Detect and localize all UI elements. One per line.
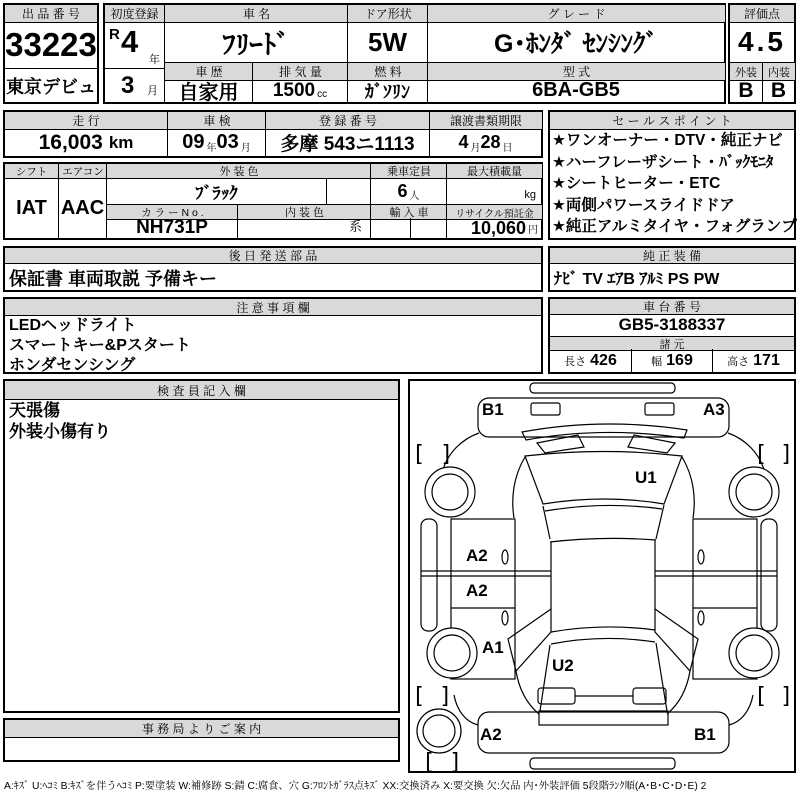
damage-code-windshield: U1 — [635, 468, 657, 487]
genuine-equipment-box — [548, 246, 796, 292]
payload-unit: kg — [524, 189, 536, 201]
chassis-label: 車 台 番 号 — [550, 299, 794, 315]
capacity: 6 — [397, 180, 408, 201]
history-label: 車 歴 — [164, 62, 253, 81]
transfer-month-unit: 月 — [470, 143, 481, 154]
later-parts-label: 後 日 発 送 部 品 — [5, 248, 541, 264]
color-no-label: カ ラ ー N o . — [106, 204, 238, 220]
notes-box — [3, 297, 543, 374]
payload-label: 最大積載量 — [446, 164, 542, 179]
svg-text:]: ] — [780, 684, 794, 709]
svg-text:[: [ — [754, 684, 768, 709]
note-item: スマートキー&Pスタート — [9, 337, 191, 354]
car-outline-diagram — [410, 381, 794, 771]
spec-width: 169 — [666, 351, 693, 369]
mileage-cell — [5, 129, 167, 156]
spec-length: 426 — [590, 351, 617, 369]
mileage-unit: km — [108, 132, 134, 152]
history: 自家用 — [164, 79, 252, 102]
exterior-label: 外装 — [730, 62, 762, 81]
spec-height: 171 — [753, 351, 780, 369]
recycle-cell — [446, 218, 541, 238]
payload-cell — [446, 178, 541, 204]
sales-point-item: ★両側パワースライドドア — [552, 196, 735, 214]
score-label: 評価点 — [730, 5, 794, 23]
car-name-label: 車 名 — [164, 5, 348, 23]
sales-point-item: ★ワンオーナー・DTV・純正ナビ — [552, 132, 783, 149]
damage-code-front-bumper-right: A3 — [703, 400, 725, 419]
reg-no: 多摩 543ニ1113 — [265, 129, 429, 156]
fuel: ｶﾞｿﾘﾝ — [347, 79, 427, 102]
genuine-equipment-value: ﾅﾋﾞ TV ｴｱB ｱﾙﾐ PS PW — [554, 271, 720, 288]
damage-code-front-bumper-left: B1 — [482, 400, 504, 419]
spec-height-cell — [712, 349, 794, 372]
notes-label: 注 意 事 項 欄 — [5, 299, 541, 316]
color-no: NH731P — [106, 218, 237, 238]
registration-table — [3, 110, 543, 158]
door-shape: 5W — [347, 22, 427, 62]
transfer-day: 28 — [480, 132, 501, 152]
office-box — [3, 718, 400, 762]
inspection-year-unit: 年 — [206, 143, 217, 154]
grade: G･ﾎﾝﾀﾞ ｾﾝｼﾝｸﾞ — [427, 22, 724, 62]
inspection-month-unit: 月 — [240, 143, 251, 154]
first-reg-label: 初度登録 — [105, 5, 164, 23]
color-table — [3, 162, 543, 240]
import-label: 輸 入 車 — [370, 204, 447, 220]
damage-code-rear-door: A2 — [466, 581, 488, 600]
svg-text:]: ] — [439, 684, 453, 709]
sales-point-item: ★ハーフレーザシート・ﾊﾞｯｸﾓﾆﾀ — [552, 153, 774, 171]
interior-label: 内装 — [762, 62, 795, 81]
sales-points-box — [548, 110, 796, 240]
exterior-grade: B — [738, 78, 754, 102]
inspection-label: 車 検 — [167, 112, 266, 130]
transfer-cell — [429, 129, 541, 156]
chassis-number: GB5-3188337 — [618, 315, 726, 334]
score: 4.5 — [738, 26, 786, 57]
import-cell-divider — [410, 218, 411, 238]
transfer-label: 譲渡書類期限 — [429, 112, 542, 130]
reg-no-label: 登 録 番 号 — [265, 112, 430, 130]
grade-label: グ レ ー ド — [427, 5, 725, 23]
car-name: ﾌﾘｰﾄﾞ — [164, 22, 347, 62]
inspector-item: 外装小傷有り — [9, 422, 111, 441]
notes-list — [9, 316, 539, 376]
damage-code-legend: A:ｷｽﾞ U:ﾍｺﾐ B:ｷｽﾞを伴うﾍｺﾐ P:要塗装 W:補修跡 S:錆 C:腐食、穴 G:ﾌﾛﾝﾄｶﾞﾗｽ点ｷｽﾞ XX:交換済み X:要交換 欠:欠品 内･外装評価 5段階ﾗﾝｸ順(A･B･C･D･E) 2 — [4, 781, 707, 792]
import-cell — [370, 218, 446, 238]
interior-grade: B — [762, 79, 794, 102]
damage-code-rear-hatch: U2 — [552, 656, 574, 675]
spec-width-cell — [631, 349, 712, 372]
displacement-label: 排 気 量 — [252, 62, 348, 81]
svg-text:[: [ — [412, 684, 426, 709]
model-code: 6BA-GB5 — [427, 79, 724, 102]
ext-color-extra-cell — [326, 178, 370, 204]
note-item: ホンダセンシング — [9, 357, 136, 374]
damage-code-rear-quarter: A1 — [482, 638, 504, 657]
genuine-equipment-label: 純 正 装 備 — [550, 248, 794, 264]
inspector-list — [9, 400, 396, 442]
lot-box — [3, 3, 99, 104]
svg-text:[: [ — [422, 750, 436, 771]
ext-color: ﾌﾞﾗｯｸ — [106, 178, 326, 204]
inspector-label: 検 査 員 記 入 欄 — [5, 381, 398, 400]
office-label: 事 務 局 よ り ご 案 内 — [5, 720, 398, 738]
capacity-unit: 人 — [409, 191, 420, 202]
sales-points-list — [550, 130, 797, 238]
lot-number: 33223 — [5, 26, 97, 63]
damage-diagram-box — [408, 379, 796, 773]
later-parts-value: 保証書 車両取説 予備キー — [9, 269, 218, 289]
first-reg-month: 3 — [121, 72, 135, 99]
displacement: 1500 — [272, 79, 316, 101]
svg-text:[: [ — [412, 442, 426, 467]
inspector-box — [3, 379, 400, 713]
first-reg-month-unit: 月 — [147, 85, 158, 97]
sales-point-item: ★シートヒーター・ETC — [552, 175, 721, 192]
shift-label: シフト — [5, 164, 58, 179]
capacity-label: 乗車定員 — [370, 164, 447, 179]
recycle-label: リサイクル預託金 — [446, 204, 542, 220]
displacement-unit: cc — [317, 89, 328, 100]
score-box — [728, 3, 796, 104]
transfer-day-unit: 日 — [502, 143, 513, 154]
inspection-cell — [167, 129, 265, 156]
first-reg-era: R — [109, 26, 120, 43]
spec-length-label: 長さ — [564, 355, 587, 368]
first-reg-year: 4 — [121, 24, 139, 59]
mileage: 16,003 — [38, 130, 103, 154]
mileage-label: 走 行 — [5, 112, 167, 130]
first-reg-year-unit: 年 — [149, 54, 160, 66]
recycle-fee: 10,060 — [470, 217, 526, 238]
ext-color-label: 外 装 色 — [106, 164, 371, 179]
sales-point-item: ★純正アルミタイヤ・フォグランプ — [552, 218, 797, 235]
svg-text:]: ] — [440, 442, 454, 467]
first-reg-year-cell — [105, 22, 164, 68]
aircon-label: エアコン — [58, 164, 107, 179]
model-code-label: 型 式 — [427, 62, 725, 81]
int-color-label: 内 装 色 — [237, 204, 371, 220]
svg-text:]: ] — [780, 442, 794, 467]
displacement-cell — [252, 79, 347, 102]
damage-code-rear-bumper-right: B1 — [694, 725, 716, 744]
damage-code-rear-bumper-left: A2 — [480, 725, 502, 744]
transfer-month: 4 — [458, 132, 469, 152]
int-color-cell — [237, 218, 370, 238]
first-reg-month-cell — [105, 68, 164, 102]
svg-text:[: [ — [754, 442, 768, 467]
sales-points-label: セ ー ル ス ポ イ ン ト — [550, 112, 794, 130]
fuel-label: 燃 料 — [347, 62, 428, 81]
door-label: ドア形状 — [347, 5, 428, 23]
venue: 東京デビュ — [5, 68, 97, 102]
chassis-box — [548, 297, 796, 374]
lot-label: 出 品 番 号 — [5, 5, 97, 23]
inspection-month: 03 — [216, 131, 239, 153]
later-parts-box — [3, 246, 543, 292]
svg-text:]: ] — [449, 750, 463, 771]
specs-label: 諸 元 — [550, 336, 794, 351]
inspection-year: 09 — [182, 131, 205, 153]
recycle-unit: 円 — [528, 225, 538, 236]
aircon: AAC — [58, 178, 106, 238]
spec-width-label: 幅 — [651, 355, 663, 368]
int-color-suffix: 系 — [348, 219, 362, 234]
spec-height-label: 高さ — [727, 355, 750, 368]
vehicle-header-table — [103, 3, 726, 104]
damage-code-front-door: A2 — [466, 546, 488, 565]
spec-length-cell — [550, 349, 631, 372]
note-item: LEDヘッドライト — [9, 317, 137, 334]
shift: IAT — [16, 196, 47, 219]
capacity-cell — [370, 178, 446, 204]
inspector-item: 天張傷 — [9, 401, 60, 420]
